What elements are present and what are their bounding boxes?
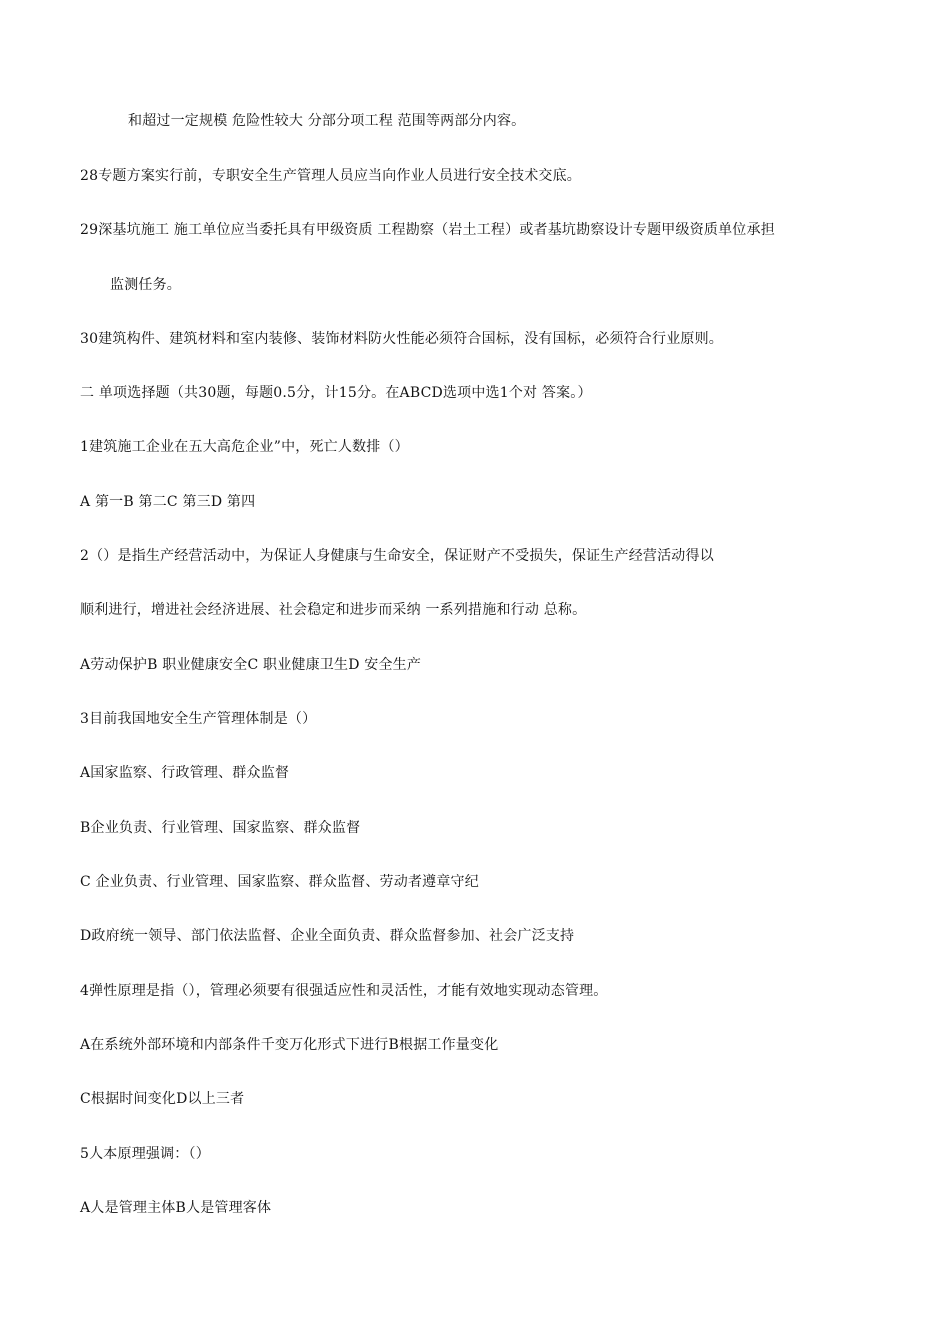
question-1: 1建筑施工企业在五大高危企业”中，死亡人数排（） (80, 439, 409, 455)
text-line-item-28: 28专题方案实行前，专职安全生产管理人员应当向作业人员进行安全技术交底。 (80, 168, 582, 184)
question-2-continuation: 顺利进行，增进社会经济进展、社会稳定和进步而采纳 一系列措施和行动 总称。 (80, 602, 587, 618)
question-5: 5人本原理强调：（） (80, 1146, 210, 1162)
question-3-option-b: B企业负责、行业管理、国家监察、群众监督 (80, 820, 361, 836)
question-2-options: A劳动保护B 职业健康安全C 职业健康卫生D 安全生产 (80, 657, 422, 673)
question-4-options-cd: C根据时间变化D以上三者 (80, 1091, 245, 1107)
question-3-option-d: D政府统一领导、部门依法监督、企业全面负责、群众监督参加、社会广泛支持 (80, 928, 575, 944)
question-5-options: A人是管理主体B人是管理客体 (80, 1200, 272, 1216)
text-line-item-29: 29深基坑施工 施工单位应当委托具有甲级资质 工程勘察（岩土工程）或者基坑勘察设计专题甲级资质单位承担 (80, 222, 775, 238)
text-line-item-29-continuation: 监测任务。 (110, 277, 181, 293)
section-heading-single-choice: 二 单项选择题（共30题，每题0.5分，计15分。在ABCD选项中选1个对 答案。） (80, 385, 592, 401)
question-4: 4弹性原理是指（），管理必须要有很强适应性和灵活性，才能有效地实现动态管理。 (80, 983, 608, 999)
question-4-options-ab: A在系统外部环境和内部条件千变万化形式下进行B根据工作量变化 (80, 1037, 499, 1053)
question-3-option-a: A国家监察、行政管理、群众监督 (80, 765, 290, 781)
question-1-options: A 第一B 第二C 第三D 第四 (80, 494, 256, 510)
question-2: 2（）是指生产经营活动中，为保证人身健康与生命安全，保证财产不受损失，保证生产经营活动得以 (80, 548, 714, 564)
text-line-continuation: 和超过一定规模 危险性较大 分部分项工程 范围等两部分内容。 (128, 113, 526, 129)
question-3: 3目前我国地安全生产管理体制是（） (80, 711, 317, 727)
text-line-item-30: 30建筑构件、建筑材料和室内装修、装饰材料防火性能必须符合国标，没有国标，必须符合行业原则。 (80, 331, 724, 347)
question-3-option-c: C 企业负责、行业管理、国家监察、群众监督、劳动者遵章守纪 (80, 874, 479, 890)
